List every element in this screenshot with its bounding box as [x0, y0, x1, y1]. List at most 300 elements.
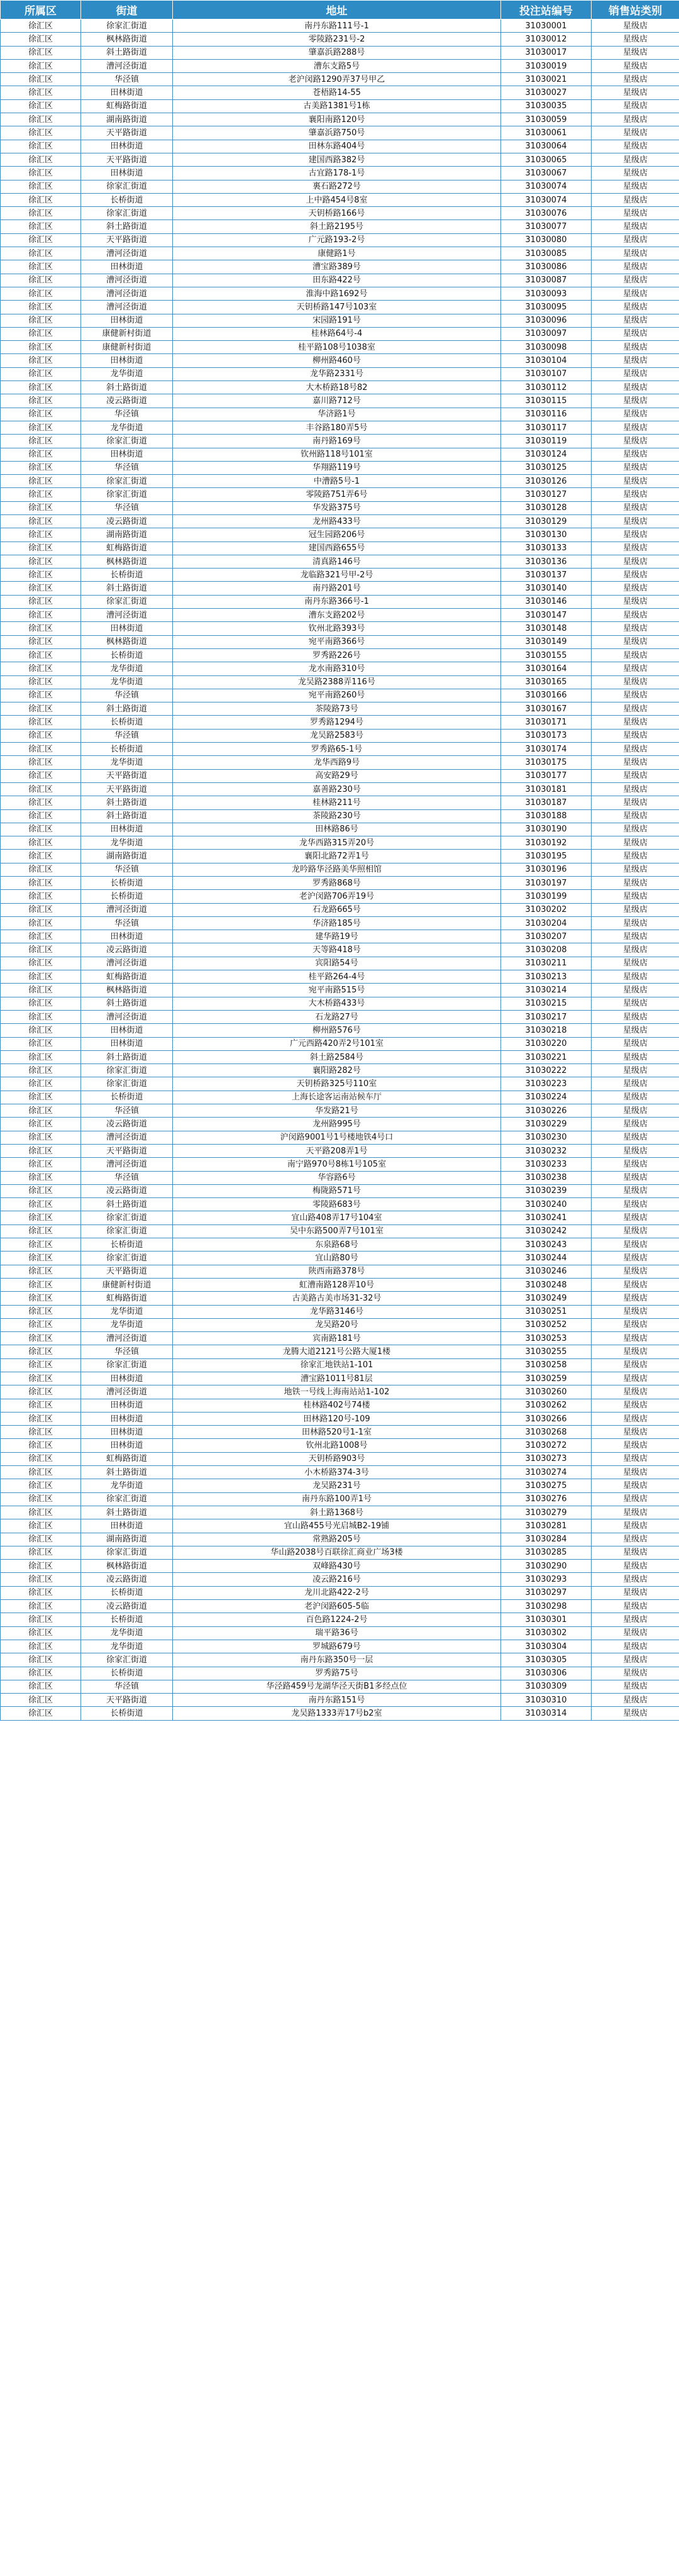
cell-category: 星级店 [592, 260, 679, 274]
cell-category: 星级店 [592, 314, 679, 327]
cell-category: 星级店 [592, 1024, 679, 1037]
cell-address: 桂林路211号 [173, 796, 501, 809]
table-row [1, 73, 679, 86]
table-row [1, 528, 679, 541]
cell-station-id: 31030221 [501, 1050, 592, 1063]
cell-category: 星级店 [592, 675, 679, 689]
cell-district: 徐汇区 [1, 1426, 81, 1439]
table-row [1, 675, 679, 689]
cell-station-id: 31030243 [501, 1238, 592, 1252]
cell-street: 虹梅路街道 [81, 1452, 173, 1465]
cell-station-id: 31030149 [501, 635, 592, 648]
cell-station-id: 31030165 [501, 675, 592, 689]
cell-station-id: 31030125 [501, 461, 592, 474]
cell-category: 星级店 [592, 1252, 679, 1265]
cell-station-id: 31030297 [501, 1586, 592, 1599]
cell-address: 南宁路970号8栋1号105室 [173, 1158, 501, 1171]
cell-address: 桂林路64号-4 [173, 327, 501, 340]
cell-category: 星级店 [592, 501, 679, 514]
cell-street: 徐家汇街道 [81, 1224, 173, 1238]
cell-category: 星级店 [592, 622, 679, 635]
cell-category: 星级店 [592, 823, 679, 836]
cell-street: 长桥街道 [81, 569, 173, 582]
cell-address: 田林路520号1-1室 [173, 1426, 501, 1439]
cell-category: 星级店 [592, 1546, 679, 1559]
cell-address: 丰谷路180弄5号 [173, 421, 501, 434]
cell-address: 古宜路178-1号 [173, 167, 501, 180]
cell-station-id: 31030195 [501, 850, 592, 863]
cell-station-id: 31030215 [501, 997, 592, 1010]
cell-address: 龙吴路231号 [173, 1479, 501, 1492]
cell-street: 徐家汇街道 [81, 595, 173, 608]
table-body [1, 19, 679, 1721]
cell-station-id: 31030130 [501, 528, 592, 541]
cell-district: 徐汇区 [1, 461, 81, 474]
cell-district: 徐汇区 [1, 73, 81, 86]
cell-street: 斜土路街道 [81, 582, 173, 595]
cell-district: 徐汇区 [1, 1533, 81, 1546]
table-row [1, 167, 679, 180]
table-row [1, 86, 679, 99]
cell-address: 龙华西路9号 [173, 756, 501, 769]
cell-district: 徐汇区 [1, 970, 81, 984]
cell-station-id: 31030268 [501, 1426, 592, 1439]
cell-category: 星级店 [592, 1131, 679, 1144]
cell-street: 徐家汇街道 [81, 1064, 173, 1077]
cell-district: 徐汇区 [1, 769, 81, 782]
table-row [1, 1064, 679, 1077]
cell-district: 徐汇区 [1, 823, 81, 836]
table-row [1, 1426, 679, 1439]
table-row [1, 1640, 679, 1653]
cell-station-id: 31030281 [501, 1519, 592, 1533]
cell-street: 田林街道 [81, 314, 173, 327]
cell-address: 陕西南路378号 [173, 1265, 501, 1278]
table-row [1, 1024, 679, 1037]
cell-address: 高安路29号 [173, 769, 501, 782]
table-row [1, 569, 679, 582]
cell-category: 星级店 [592, 729, 679, 742]
cell-district: 徐汇区 [1, 1372, 81, 1385]
cell-district: 徐汇区 [1, 421, 81, 434]
table-row [1, 756, 679, 769]
cell-station-id: 31030273 [501, 1452, 592, 1465]
table-row [1, 823, 679, 836]
cell-station-id: 31030188 [501, 809, 592, 823]
cell-address: 石龙路665号 [173, 903, 501, 916]
cell-station-id: 31030240 [501, 1198, 592, 1211]
cell-district: 徐汇区 [1, 903, 81, 916]
cell-station-id: 31030262 [501, 1399, 592, 1412]
cell-station-id: 31030059 [501, 113, 592, 126]
cell-street: 湖南路街道 [81, 850, 173, 863]
table-row [1, 729, 679, 742]
cell-category: 星级店 [592, 354, 679, 367]
cell-street: 田林街道 [81, 1426, 173, 1439]
cell-station-id: 31030175 [501, 756, 592, 769]
cell-street: 华泾镇 [81, 1104, 173, 1118]
table-row [1, 648, 679, 662]
cell-street: 天平路街道 [81, 1144, 173, 1157]
cell-address: 南丹路169号 [173, 435, 501, 448]
cell-address: 天钥桥路147号103室 [173, 301, 501, 314]
cell-district: 徐汇区 [1, 140, 81, 153]
cell-district: 徐汇区 [1, 1318, 81, 1331]
cell-category: 星级店 [592, 943, 679, 957]
cell-station-id: 31030279 [501, 1506, 592, 1519]
cell-station-id: 31030226 [501, 1104, 592, 1118]
cell-address: 南丹东路366号-1 [173, 595, 501, 608]
cell-station-id: 31030064 [501, 140, 592, 153]
cell-address: 龙腾大道2121号公路大厦1楼 [173, 1345, 501, 1358]
cell-street: 田林街道 [81, 260, 173, 274]
cell-category: 星级店 [592, 1385, 679, 1399]
cell-street: 田林街道 [81, 448, 173, 461]
cell-station-id: 31030241 [501, 1211, 592, 1224]
cell-street: 凌云路街道 [81, 1573, 173, 1586]
cell-district: 徐汇区 [1, 1305, 81, 1318]
cell-street: 龙华街道 [81, 1305, 173, 1318]
table-row [1, 1050, 679, 1063]
cell-category: 星级店 [592, 890, 679, 903]
cell-address: 龙吴路1333弄17号b2室 [173, 1707, 501, 1720]
cell-district: 徐汇区 [1, 809, 81, 823]
cell-address: 天钥桥路325号110室 [173, 1077, 501, 1091]
cell-address: 宜山路80号 [173, 1252, 501, 1265]
cell-district: 徐汇区 [1, 1332, 81, 1345]
cell-station-id: 31030217 [501, 1010, 592, 1023]
table-row [1, 1519, 679, 1533]
table-row [1, 19, 679, 33]
cell-station-id: 31030095 [501, 301, 592, 314]
cell-station-id: 31030204 [501, 916, 592, 930]
cell-district: 徐汇区 [1, 1077, 81, 1091]
cell-category: 星级店 [592, 930, 679, 943]
cell-category: 星级店 [592, 863, 679, 876]
cell-district: 徐汇区 [1, 1278, 81, 1291]
cell-street: 龙华街道 [81, 836, 173, 850]
cell-district: 徐汇区 [1, 716, 81, 729]
table-row [1, 367, 679, 380]
cell-street: 田林街道 [81, 930, 173, 943]
table-row [1, 984, 679, 997]
cell-category: 星级店 [592, 877, 679, 890]
cell-address: 地铁一号线上海南站站1-102 [173, 1385, 501, 1399]
cell-category: 星级店 [592, 247, 679, 260]
cell-street: 田林街道 [81, 1519, 173, 1533]
cell-category: 星级店 [592, 1050, 679, 1063]
table-row [1, 1586, 679, 1599]
table-row [1, 314, 679, 327]
cell-district: 徐汇区 [1, 341, 81, 354]
cell-address: 上中路454号8室 [173, 193, 501, 206]
cell-station-id: 31030242 [501, 1224, 592, 1238]
cell-address: 罗秀路868号 [173, 877, 501, 890]
cell-station-id: 31030085 [501, 247, 592, 260]
cell-street: 长桥街道 [81, 1707, 173, 1720]
cell-address: 华山路2038号百联徐汇商业广场3楼 [173, 1546, 501, 1559]
cell-address: 襄阳北路72弄1号 [173, 850, 501, 863]
cell-district: 徐汇区 [1, 274, 81, 287]
cell-address: 华容路6号 [173, 1171, 501, 1184]
cell-category: 星级店 [592, 1158, 679, 1171]
cell-district: 徐汇区 [1, 153, 81, 166]
cell-station-id: 31030096 [501, 314, 592, 327]
cell-street: 湖南路街道 [81, 113, 173, 126]
cell-station-id: 31030223 [501, 1077, 592, 1091]
table-row [1, 180, 679, 193]
cell-address: 徐家汇地铁站1-101 [173, 1358, 501, 1372]
cell-address: 零陵路751弄6号 [173, 488, 501, 501]
table-row [1, 394, 679, 408]
cell-station-id: 31030001 [501, 19, 592, 33]
cell-address: 宾南路181号 [173, 1332, 501, 1345]
table-row [1, 1144, 679, 1157]
cell-category: 星级店 [592, 207, 679, 220]
cell-street: 华泾镇 [81, 1680, 173, 1693]
cell-address: 古美路古美市场31-32号 [173, 1292, 501, 1305]
cell-station-id: 31030166 [501, 689, 592, 702]
cell-district: 徐汇区 [1, 1452, 81, 1465]
cell-district: 徐汇区 [1, 1265, 81, 1278]
table-row [1, 514, 679, 528]
cell-address: 漕宝路389号 [173, 260, 501, 274]
cell-station-id: 31030074 [501, 193, 592, 206]
cell-station-id: 31030128 [501, 501, 592, 514]
cell-street: 田林街道 [81, 354, 173, 367]
cell-address: 龙州路433号 [173, 514, 501, 528]
table-row [1, 997, 679, 1010]
cell-category: 星级店 [592, 1626, 679, 1640]
cell-station-id: 31030164 [501, 662, 592, 675]
cell-address: 大木桥路18号82 [173, 381, 501, 394]
cell-category: 星级店 [592, 1171, 679, 1184]
table-row [1, 809, 679, 823]
cell-station-id: 31030310 [501, 1694, 592, 1707]
cell-address: 百色路1224-2号 [173, 1613, 501, 1626]
cell-street: 徐家汇街道 [81, 19, 173, 33]
cell-address: 龙州路995号 [173, 1118, 501, 1131]
cell-station-id: 31030305 [501, 1653, 592, 1667]
cell-street: 龙华街道 [81, 367, 173, 380]
cell-station-id: 31030298 [501, 1600, 592, 1613]
cell-address: 凌云路216号 [173, 1573, 501, 1586]
table-row [1, 1292, 679, 1305]
table-row [1, 59, 679, 72]
cell-station-id: 31030208 [501, 943, 592, 957]
cell-address: 中漕路5号-1 [173, 475, 501, 488]
header-station-id: 投注站编号 [501, 1, 592, 19]
table-row [1, 943, 679, 957]
cell-district: 徐汇区 [1, 569, 81, 582]
cell-district: 徐汇区 [1, 1626, 81, 1640]
cell-street: 漕河泾街道 [81, 1010, 173, 1023]
cell-street: 天平路街道 [81, 769, 173, 782]
cell-category: 星级店 [592, 916, 679, 930]
cell-category: 星级店 [592, 1506, 679, 1519]
table-row [1, 930, 679, 943]
cell-street: 龙华街道 [81, 1640, 173, 1653]
cell-station-id: 31030098 [501, 341, 592, 354]
cell-district: 徐汇区 [1, 689, 81, 702]
cell-address: 梅陇路571号 [173, 1184, 501, 1197]
table-row [1, 421, 679, 434]
cell-category: 星级店 [592, 1492, 679, 1506]
cell-district: 徐汇区 [1, 220, 81, 233]
cell-district: 徐汇区 [1, 287, 81, 300]
cell-category: 星级店 [592, 408, 679, 421]
cell-station-id: 31030104 [501, 354, 592, 367]
table-row [1, 233, 679, 247]
table-row [1, 126, 679, 140]
cell-district: 徐汇区 [1, 1292, 81, 1305]
cell-street: 斜土路街道 [81, 381, 173, 394]
cell-street: 斜土路街道 [81, 796, 173, 809]
cell-category: 星级店 [592, 662, 679, 675]
table-row [1, 1265, 679, 1278]
table-row [1, 301, 679, 314]
cell-station-id: 31030309 [501, 1680, 592, 1693]
cell-district: 徐汇区 [1, 260, 81, 274]
cell-district: 徐汇区 [1, 448, 81, 461]
cell-category: 星级店 [592, 86, 679, 99]
cell-street: 虹梅路街道 [81, 1292, 173, 1305]
table-row [1, 836, 679, 850]
cell-station-id: 31030224 [501, 1091, 592, 1104]
cell-category: 星级店 [592, 475, 679, 488]
cell-station-id: 31030126 [501, 475, 592, 488]
cell-district: 徐汇区 [1, 1211, 81, 1224]
cell-address: 茶陵路230号 [173, 809, 501, 823]
cell-address: 华翔路119号 [173, 461, 501, 474]
cell-station-id: 31030248 [501, 1278, 592, 1291]
cell-station-id: 31030012 [501, 33, 592, 46]
cell-station-id: 31030207 [501, 930, 592, 943]
cell-station-id: 31030253 [501, 1332, 592, 1345]
table-row [1, 193, 679, 206]
cell-street: 漕河泾街道 [81, 1385, 173, 1399]
cell-street: 徐家汇街道 [81, 1358, 173, 1372]
cell-district: 徐汇区 [1, 1198, 81, 1211]
cell-category: 星级店 [592, 1399, 679, 1412]
cell-address: 清真路146号 [173, 555, 501, 568]
cell-street: 长桥街道 [81, 877, 173, 890]
cell-station-id: 31030167 [501, 702, 592, 716]
cell-category: 星级店 [592, 448, 679, 461]
cell-street: 长桥街道 [81, 1667, 173, 1680]
cell-address: 双峰路430号 [173, 1560, 501, 1573]
cell-street: 华泾镇 [81, 501, 173, 514]
cell-street: 华泾镇 [81, 461, 173, 474]
table-row [1, 1332, 679, 1345]
cell-station-id: 31030251 [501, 1305, 592, 1318]
cell-street: 康健新村街道 [81, 327, 173, 340]
cell-category: 星级店 [592, 997, 679, 1010]
cell-station-id: 31030067 [501, 167, 592, 180]
cell-district: 徐汇区 [1, 1600, 81, 1613]
cell-station-id: 31030213 [501, 970, 592, 984]
table-row [1, 1358, 679, 1372]
cell-category: 星级店 [592, 1292, 679, 1305]
cell-street: 华泾镇 [81, 408, 173, 421]
cell-address: 桂平路108号1038室 [173, 341, 501, 354]
table-row [1, 1492, 679, 1506]
cell-category: 星级店 [592, 126, 679, 140]
cell-station-id: 31030146 [501, 595, 592, 608]
cell-station-id: 31030222 [501, 1064, 592, 1077]
cell-station-id: 31030290 [501, 1560, 592, 1573]
cell-street: 漕河泾街道 [81, 1131, 173, 1144]
table-row [1, 1238, 679, 1252]
table-row [1, 541, 679, 555]
cell-district: 徐汇区 [1, 1573, 81, 1586]
table-row [1, 1707, 679, 1720]
cell-address: 宜山路408弄17号104室 [173, 1211, 501, 1224]
cell-street: 天平路街道 [81, 153, 173, 166]
cell-station-id: 31030148 [501, 622, 592, 635]
table-row [1, 220, 679, 233]
table-row [1, 1198, 679, 1211]
cell-district: 徐汇区 [1, 1144, 81, 1157]
cell-address: 华济路185号 [173, 916, 501, 930]
cell-street: 天平路街道 [81, 782, 173, 796]
cell-street: 湖南路街道 [81, 528, 173, 541]
table-row [1, 140, 679, 153]
cell-address: 天钥桥路903号 [173, 1452, 501, 1465]
cell-category: 星级店 [592, 796, 679, 809]
cell-street: 凌云路街道 [81, 1184, 173, 1197]
cell-category: 星级店 [592, 836, 679, 850]
cell-address: 南丹东路151号 [173, 1694, 501, 1707]
cell-district: 徐汇区 [1, 729, 81, 742]
cell-station-id: 31030117 [501, 421, 592, 434]
cell-address: 肇嘉浜路750号 [173, 126, 501, 140]
table-row [1, 448, 679, 461]
table-row [1, 1091, 679, 1104]
cell-district: 徐汇区 [1, 367, 81, 380]
cell-district: 徐汇区 [1, 59, 81, 72]
table-row [1, 1546, 679, 1559]
table-row [1, 1680, 679, 1693]
cell-category: 星级店 [592, 341, 679, 354]
cell-district: 徐汇区 [1, 1037, 81, 1050]
cell-category: 星级店 [592, 73, 679, 86]
cell-district: 徐汇区 [1, 1667, 81, 1680]
cell-street: 湖南路街道 [81, 1533, 173, 1546]
cell-station-id: 31030301 [501, 1613, 592, 1626]
cell-category: 星级店 [592, 1680, 679, 1693]
cell-street: 田林街道 [81, 823, 173, 836]
cell-station-id: 31030275 [501, 1479, 592, 1492]
table-row [1, 341, 679, 354]
cell-category: 星级店 [592, 1653, 679, 1667]
table-row [1, 582, 679, 595]
cell-station-id: 31030285 [501, 1546, 592, 1559]
table-row [1, 1345, 679, 1358]
cell-address: 柳州路460号 [173, 354, 501, 367]
cell-category: 星级店 [592, 301, 679, 314]
table-row [1, 957, 679, 970]
cell-district: 徐汇区 [1, 1184, 81, 1197]
cell-street: 徐家汇街道 [81, 475, 173, 488]
cell-station-id: 31030112 [501, 381, 592, 394]
cell-category: 星级店 [592, 689, 679, 702]
cell-street: 漕河泾街道 [81, 59, 173, 72]
table-row [1, 1372, 679, 1385]
table-row [1, 1278, 679, 1291]
cell-address: 南丹东路350号一层 [173, 1653, 501, 1667]
cell-street: 漕河泾街道 [81, 1332, 173, 1345]
